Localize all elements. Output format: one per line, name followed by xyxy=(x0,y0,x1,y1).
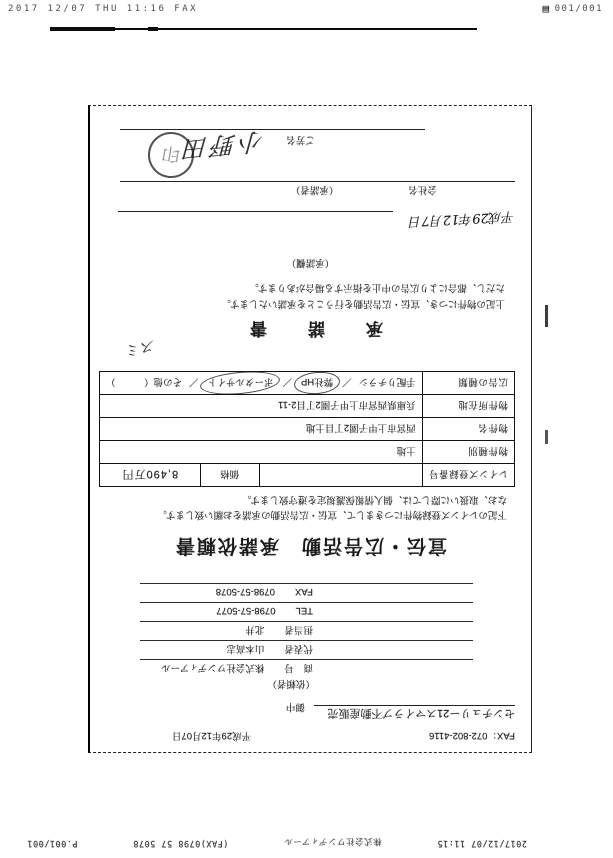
document-border-box xyxy=(88,105,532,753)
property-table xyxy=(99,371,515,487)
addressee-line xyxy=(106,698,515,722)
signature-row-company xyxy=(120,181,515,203)
requester-value: 北井 xyxy=(245,624,265,635)
table-row-property-address xyxy=(100,395,515,418)
scan-artifact xyxy=(50,27,115,31)
hanko-stamp-glyph: 印 xyxy=(160,142,182,166)
consent-heading-area xyxy=(106,319,515,360)
requester-label: TEL xyxy=(295,605,313,616)
table-row-reins xyxy=(100,464,515,487)
requester-row-fax xyxy=(140,583,473,602)
consent-title: 承 諾 書 xyxy=(238,319,383,338)
consent-field-label: （承諾欄） xyxy=(286,257,335,268)
property-type-value: 土地 xyxy=(100,441,423,464)
page-count-text: 001/001 xyxy=(554,3,603,14)
ad-option-other: その他（ ） xyxy=(106,376,183,387)
requester-value: 0798-57-5078 xyxy=(215,586,276,597)
consent-paragraph xyxy=(106,279,505,311)
sender-fax-header xyxy=(27,836,527,848)
requester-label: FAX xyxy=(295,586,313,597)
received-fax-header: 2017 12/07 THU 11:16 FAX xyxy=(8,4,199,14)
requester-row-contact-person xyxy=(140,621,473,640)
signature-row-name xyxy=(120,126,425,166)
requester-value: 山本高志 xyxy=(226,643,265,654)
consent-line: 上記の物件につき、宣伝・広告活動を行うことを承諾いたします。 xyxy=(221,298,505,309)
option-separator: ／ xyxy=(282,376,293,387)
property-type-label: 物件種別 xyxy=(422,441,514,464)
recipient-fax-number: FAX：072-802-4116 xyxy=(429,730,515,741)
intro-line: なお、取扱いに際しては、個人情報保護規定を遵守致します。 xyxy=(241,494,507,505)
requester-section-label: （依頼者） xyxy=(267,678,315,689)
sender-fax-number: (FAX)0798 57 5078 xyxy=(132,838,229,848)
property-name-label: 物件名 xyxy=(422,418,514,441)
handwritten-date: 平成29年12月7日 xyxy=(408,208,516,229)
consenter-label: （承諾者） xyxy=(290,184,339,195)
property-address-label: 物件所在地 xyxy=(422,395,514,418)
requester-label: 商 号 xyxy=(284,662,313,673)
table-row-property-type xyxy=(100,441,515,464)
intro-line: 下記のレインズ登録物件につきまして、宣伝・広告活動の承諾をお願い致します。 xyxy=(157,509,507,520)
requester-row-tel xyxy=(140,602,473,621)
property-address-value: 兵庫県西宮市上甲子園2丁目2-11 xyxy=(100,395,423,418)
ad-type-options xyxy=(100,372,423,395)
document-top-row xyxy=(106,728,515,744)
document-title: 宣伝・広告活動 承諾依頼書 xyxy=(174,535,448,556)
ad-option-own-hp-circled: 弊社HP xyxy=(299,376,335,390)
option-separator: ／ xyxy=(342,376,352,387)
table-row-ad-type xyxy=(100,372,515,395)
reins-number-label: レインズ登録番号 xyxy=(422,464,514,487)
reins-number-value xyxy=(259,464,422,487)
scan-artifact xyxy=(545,305,548,327)
price-value: 8,490万円 xyxy=(100,464,201,487)
consent-line: ただし、都合により広告の中止を指示する場合があります。 xyxy=(249,282,505,293)
requester-row-representative xyxy=(140,640,473,659)
recipient-company-name: センチュリー21スマイラブ不動産販売 xyxy=(314,705,515,719)
requester-value: 0798-57-5077 xyxy=(216,605,276,616)
requester-label: 代表者 xyxy=(284,643,313,654)
signature-date-row xyxy=(106,208,516,233)
option-separator: ／ xyxy=(189,376,199,387)
received-fax-page-counter xyxy=(542,2,603,15)
ad-option-flyer: 手配りチラシ xyxy=(358,376,416,387)
requester-value: 株式会社ワンディアール xyxy=(161,662,265,673)
sender-company: 株式会社ワンディアール xyxy=(283,836,382,846)
requester-row-company xyxy=(140,659,473,678)
handwritten-annotation: スミ xyxy=(124,336,158,360)
fax-page-upside-down xyxy=(25,55,545,850)
intro-paragraph xyxy=(106,492,507,522)
scan-artifact xyxy=(148,27,158,31)
ad-option-portal-site-circled: ポータルサイト xyxy=(206,376,276,390)
company-name-label: 会社名 xyxy=(408,184,437,195)
sender-datetime: 2017/12/07 11:15 xyxy=(437,838,527,848)
scan-artifact xyxy=(545,430,548,444)
signature-line xyxy=(118,211,393,230)
document-date: 平成29年12月07日 xyxy=(172,730,252,741)
sender-page-number: P.001/001 xyxy=(27,838,78,848)
requester-label: 担当者 xyxy=(284,624,313,635)
recipient-honorific: 御中 xyxy=(285,701,305,712)
ad-type-label: 広告の種類 xyxy=(422,372,514,395)
handwritten-signature: 小野田 xyxy=(180,126,265,164)
table-row-property-name xyxy=(100,418,515,441)
price-label: 価格 xyxy=(200,464,259,487)
signer-name-label: ご芳名 xyxy=(286,134,315,145)
page-count-icon: ▤ xyxy=(542,2,551,15)
property-name-value: 西宮市上甲子園2丁目土地 xyxy=(100,418,423,441)
